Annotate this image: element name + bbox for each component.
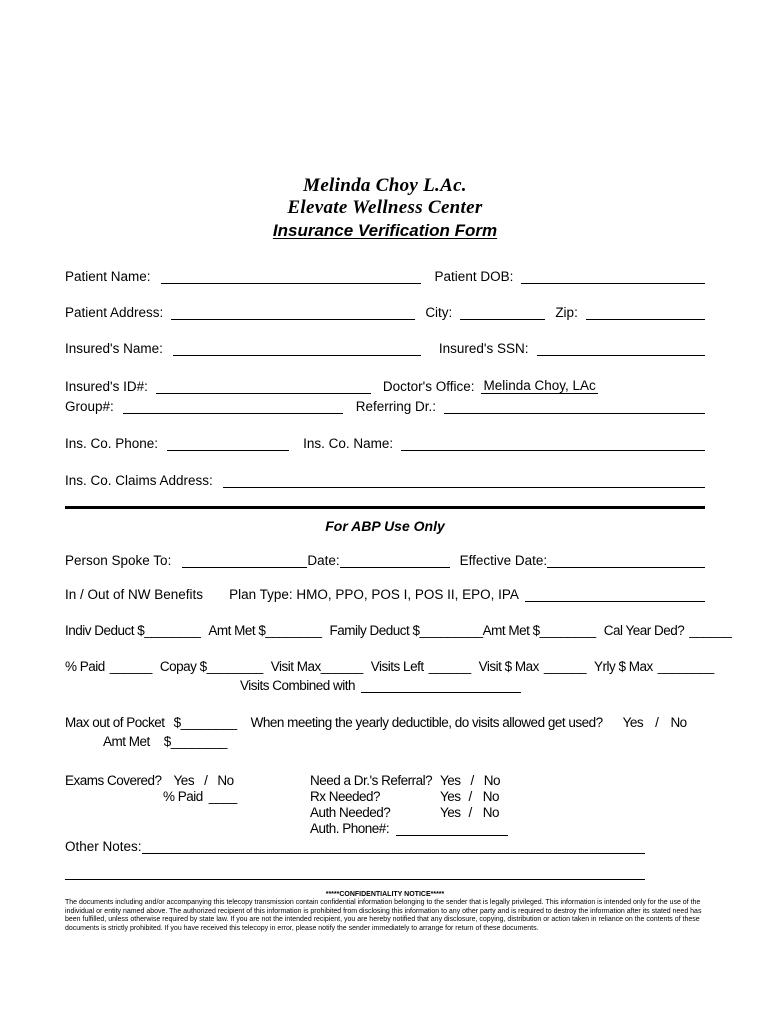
copay-input[interactable]: ________ [206,659,263,674]
family-deduct-input[interactable]: _________ [419,623,483,638]
patient-dob-label: Patient DOB: [434,269,514,284]
field-row-visits-combined [65,678,705,693]
field-row-plan-type [65,587,705,602]
referring-dr-input[interactable] [444,400,705,414]
need-referral-yes[interactable]: Yes [440,773,461,788]
visits-left-input[interactable]: ______ [428,659,471,674]
max-out-of-pocket-input[interactable]: ________ [180,715,237,730]
patient-name-input[interactable] [161,270,421,284]
field-row-visit-limits [65,659,714,674]
field-row-insured-name [65,341,705,356]
confidentiality-notice-body: The documents including and/or accompanying this telecopy transmission contain confidential information belonging to the sender that is legally privileged. This information is intended only for the use of the individual or entity named above. The authorized recipient of this information is prohibited from disclosing this information to any other party and is required to destroy the information after its stated need has been fulfilled, unless otherwise required by state law. If you are not the intended recipient, you are hereby notified that any disclosure, copying, distribution or action taken in reliance on the contents of these documents is strictly prohibited. If you have received this telecopy in error, please notify the sender immediately to arrange for return of these documents. [65,899,702,932]
city-input[interactable] [460,306,545,320]
city-label: City: [425,305,453,320]
effective-date-label: Effective Date: [459,553,548,568]
page-title: Insurance Verification Form [272,221,498,240]
field-row-exams-percent-paid [163,789,237,804]
max-out-amt-met-input[interactable]: ________ [170,734,227,749]
max-out-of-pocket-dollar: $ [173,715,181,730]
visit-dollar-max-label: Visit $ Max [478,659,539,674]
date-label: Date: [307,553,340,568]
patient-dob-input[interactable] [521,270,705,284]
need-referral-label: Need a Dr.'s Referral? [310,773,433,788]
field-row-insured-id [65,378,705,394]
plan-type-input[interactable] [525,588,705,602]
exams-percent-paid-input[interactable]: ____ [208,789,237,804]
max-out-amt-met-label: Amt Met [103,734,150,749]
family-deduct-label: Family Deduct $ [329,623,420,638]
field-row-patient-address [65,305,705,320]
exams-covered-label: Exams Covered? [65,773,162,788]
max-out-of-pocket-label: Max out of Pocket [65,715,165,730]
other-notes-label: Other Notes: [65,839,142,854]
copay-label: Copay $ [159,659,207,674]
yearly-deductible-slash: / [655,715,659,730]
indiv-amt-met-label: Amt Met $ [208,623,266,638]
in-out-network-label: In / Out of NW Benefits [65,587,204,602]
ins-co-name-input[interactable] [401,437,705,451]
effective-date-input[interactable] [547,554,705,568]
need-referral-no[interactable]: No [483,773,501,788]
insured-id-input[interactable] [156,380,371,394]
ins-co-claims-address-input[interactable] [223,474,705,488]
exams-covered-no[interactable]: No [217,773,234,788]
field-row-other-notes-line2 [65,866,705,880]
field-row-auth-phone [310,821,508,836]
person-spoke-to-label: Person Spoke To: [65,553,172,568]
insured-name-input[interactable] [173,342,421,356]
visits-combined-input[interactable] [361,679,521,693]
percent-paid-label: % Paid [65,659,105,674]
exams-percent-paid-label: % Paid [163,789,203,804]
auth-phone-input[interactable] [396,822,508,836]
group-number-input[interactable] [123,400,343,414]
form-body [65,175,732,933]
cal-year-ded-input[interactable]: ______ [689,623,732,638]
rx-needed-yes[interactable]: Yes [440,789,461,804]
rx-needed-slash: / [468,789,472,804]
abp-section-title: For ABP Use Only [325,518,445,534]
indiv-amt-met-input[interactable]: ________ [265,623,322,638]
insured-id-label: Insured's ID#: [65,379,148,394]
indiv-deduct-input[interactable]: ________ [144,623,201,638]
visits-combined-label: Visits Combined with [240,678,356,693]
practitioner-name: Melinda Choy L.Ac. [303,175,467,196]
patient-address-label: Patient Address: [65,305,164,320]
group-number-label: Group#: [65,399,114,414]
field-row-max-out-of-pocket-amt-met [65,734,705,749]
field-row-auth-needed [310,805,499,820]
yrly-dollar-max-input[interactable]: ________ [657,659,714,674]
field-row-need-referral [310,773,500,788]
field-row-exams-covered [65,773,234,788]
insured-name-label: Insured's Name: [65,341,163,356]
field-row-ins-co-claims-address [65,473,705,488]
field-row-group [65,399,705,414]
auth-needed-slash: / [468,805,472,820]
field-row-ins-co-phone [65,436,705,451]
ins-co-name-label: Ins. Co. Name: [303,436,394,451]
ins-co-phone-input[interactable] [167,437,289,451]
rx-needed-label: Rx Needed? [310,789,381,804]
percent-paid-input[interactable]: ______ [109,659,152,674]
yearly-deductible-no[interactable]: No [670,715,687,730]
form-header [65,175,705,243]
auth-needed-no[interactable]: No [482,805,500,820]
cal-year-ded-label: Cal Year Ded? [603,623,685,638]
auth-phone-label: Auth. Phone#: [310,821,390,836]
family-amt-met-input[interactable]: ________ [539,623,596,638]
field-row-deductibles [65,623,732,638]
visits-left-label: Visits Left [370,659,424,674]
auth-needed-yes[interactable]: Yes [440,805,461,820]
max-out-amt-met-dollar: $ [163,734,171,749]
confidentiality-notice-title: *****CONFIDENTIALITY NOTICE***** [325,891,445,898]
field-row-patient-name [65,269,705,284]
doctors-office-label: Doctor's Office: [382,379,475,394]
indiv-deduct-label: Indiv Deduct $ [65,623,145,638]
exams-covered-yes[interactable]: Yes [173,773,195,788]
patient-address-input[interactable] [171,306,415,320]
visit-max-input[interactable]: ______ [320,659,363,674]
patient-name-label: Patient Name: [65,269,151,284]
need-referral-slash: / [470,773,474,788]
field-row-rx-needed [310,789,499,804]
family-amt-met-label: Amt Met $ [482,623,540,638]
yrly-dollar-max-label: Yrly $ Max [593,659,653,674]
person-spoke-to-input[interactable] [182,554,307,568]
clinic-name: Elevate Wellness Center [287,197,483,218]
visit-dollar-max-input[interactable]: ______ [543,659,586,674]
insured-ssn-label: Insured's SSN: [438,341,529,356]
visit-max-label: Visit Max [270,659,321,674]
date-input[interactable] [340,554,450,568]
section-divider [65,506,705,509]
ins-co-phone-label: Ins. Co. Phone: [65,436,159,451]
yearly-deductible-yes[interactable]: Yes [622,715,644,730]
other-notes-input-line2[interactable] [65,866,645,880]
auth-needed-label: Auth Needed? [310,805,391,820]
exams-covered-slash: / [204,773,208,788]
rx-needed-no[interactable]: No [482,789,500,804]
yearly-deductible-question: When meeting the yearly deductible, do visits allowed get used? [250,715,603,730]
field-row-person-spoke-to [65,553,705,568]
plan-type-label: Plan Type: HMO, PPO, POS I, POS II, EPO, IPA [229,587,519,602]
insured-ssn-input[interactable] [537,342,706,356]
field-row-max-out-of-pocket [65,715,705,730]
zip-label: Zip: [555,305,578,320]
ins-co-claims-address-label: Ins. Co. Claims Address: [65,473,213,488]
referring-dr-label: Referring Dr.: [355,399,437,414]
doctors-office-value: Melinda Choy, LAc [483,378,596,393]
zip-input[interactable] [586,306,705,320]
